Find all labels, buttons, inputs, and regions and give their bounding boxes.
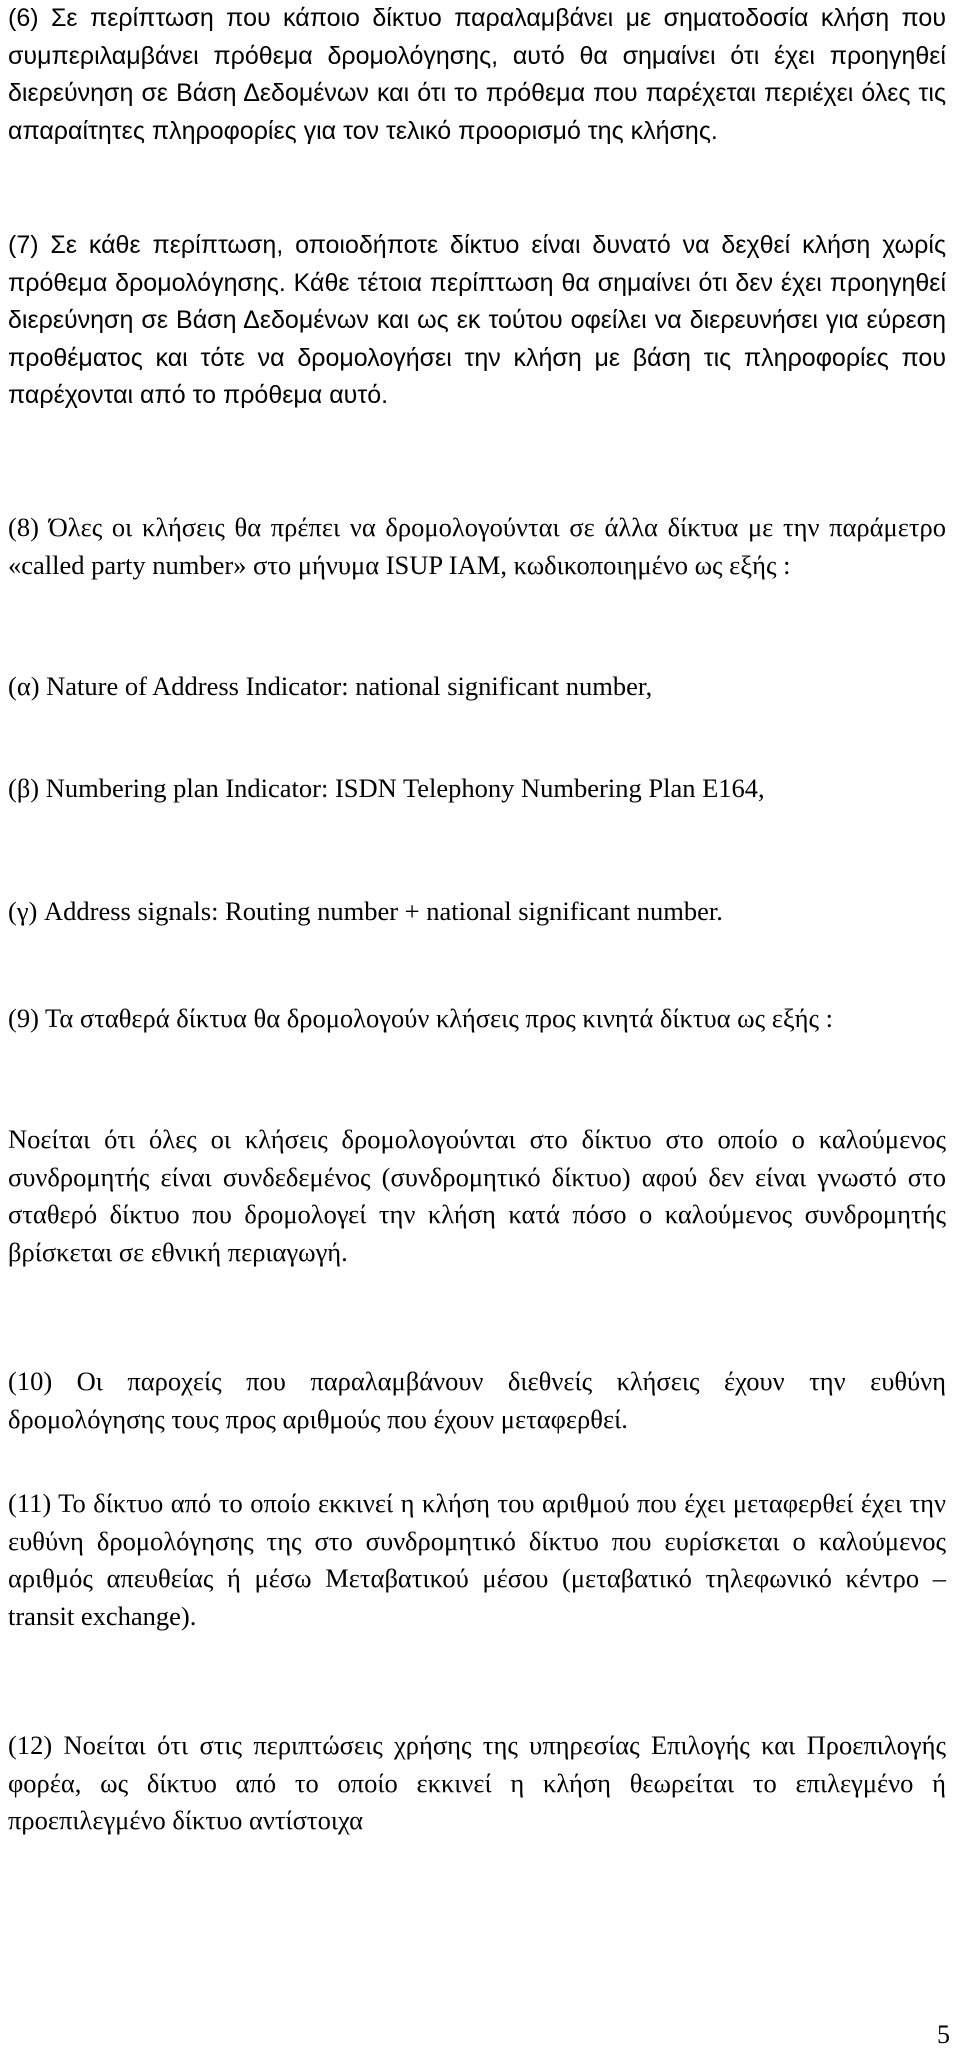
paragraph-7: (7) Σε κάθε περίπτωση, οποιοδήποτε δίκτυο είναι δυνατό να δεχθεί κλήση χωρίς πρόθεμα δρομολόγησης. Κάθε τέτοια περίπτωση θα σημαίνει ότι δεν έχει προηγηθεί διερεύνηση σε Βάση Δεδομένων και ως εκ τούτου οφείλει να διερευνήσει για εύρεση προθέματος και τότε να δρομολογήσει την κλήση με βάση τις πληροφορίες που παρέχονται από το πρόθεμα αυτό. [8,231,946,409]
paragraph-6: (6) Σε περίπτωση που κάποιο δίκτυο παραλαμβάνει με σηματοδοσία κλήση που συμπεριλαμβάνει πρόθεμα δρομολόγησης, αυτό θα σημαίνει ότι έχει προηγηθεί διερεύνηση σε Βάση Δεδομένων και ότι το πρόθεμα που παρέχεται περιέχει όλες τις απαραίτητες πληροφορίες για τον τελικό προορισμό της κλήσης. [8,4,946,145]
paragraph-8-item-c: (γ) Address signals: Routing number + national significant number. [8,896,723,926]
paragraph-8: (8) Όλες οι κλήσεις θα πρέπει να δρομολογούνται σε άλλα δίκτυα με την παράμετρο «called party number» στο μήνυμα ISUP IAM, κωδικοποιημένο ως εξής : [8,512,946,580]
paragraph-11: (11) Το δίκτυο από το οποίο εκκινεί η κλήση του αριθμού που έχει μεταφερθεί έχει την ευθύνη δρομολόγησης της στο συνδρομητικό δίκτυο που ευρίσκεται ο καλούμενος αριθμός απευθείας ή μέσω Μεταβατικού μέσου (μεταβατικό τηλεφωνικό κέντρο – transit exchange). [8,1488,946,1631]
paragraph-8-item-b: (β) Numbering plan Indicator: ISDN Telephony Numbering Plan E164, [8,773,765,803]
paragraph-12: (12) Νοείται ότι στις περιπτώσεις χρήσης της υπηρεσίας Επιλογής και Προεπιλογής φορέα, ως δίκτυο από το οποίο εκκινεί η κλήση θεωρείται το επιλεγμένο ή προεπιλεγμένο δίκτυο αντίστοιχα [8,1730,946,1835]
paragraph-9-note: Νοείται ότι όλες οι κλήσεις δρομολογούνται στο δίκτυο στο οποίο ο καλούμενος συνδρομητής είναι συνδεδεμένος (συνδρομητικό δίκτυο) αφού δεν είναι γνωστό στο σταθερό δίκτυο που δρομολογεί την κλήση κατά πόσο ο καλούμενος συνδρομητής βρίσκεται σε εθνική περιαγωγή. [8,1124,946,1267]
page-number: 5 [937,2020,950,2049]
paragraph-9: (9) Τα σταθερά δίκτυα θα δρομολογούν κλήσεις προς κινητά δίκτυα ως εξής : [8,1003,833,1033]
paragraph-8-item-a: (α) Nature of Address Indicator: national significant number, [8,671,653,701]
paragraph-10: (10) Οι παροχείς που παραλαμβάνουν διεθνείς κλήσεις έχουν την ευθύνη δρομολόγησης τους προς αριθμούς που έχουν μεταφερθεί. [8,1366,946,1434]
